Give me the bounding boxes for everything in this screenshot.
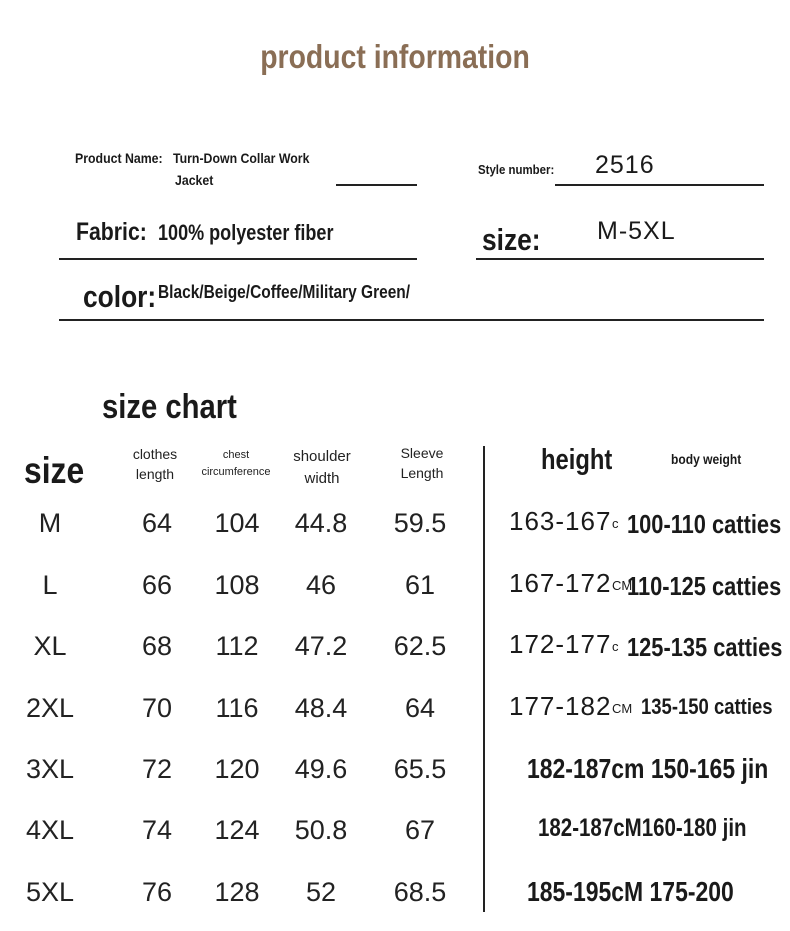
cell-height-unit: CM (612, 701, 633, 716)
cell-height-unit: CM (612, 578, 633, 593)
cell-chest: 108 (214, 570, 260, 600)
cell-size: L (42, 570, 58, 600)
cell-shoulder: 49.6 (294, 754, 348, 784)
cell-shoulder: 52 (305, 877, 337, 907)
header-shoulder-width (282, 446, 362, 490)
table-divider (483, 446, 485, 912)
cell-height: 172-177 (509, 629, 612, 659)
cell-size: 4XL (25, 815, 75, 845)
cell-chest: 104 (214, 508, 260, 538)
cell-shoulder: 44.8 (294, 508, 348, 538)
cell-body-weight: 100-110 catties (627, 509, 782, 539)
cell-chest: 116 (215, 693, 259, 723)
header-shoulder-line2: width (304, 470, 340, 487)
cell-body-weight: 110-125 catties (627, 571, 782, 601)
fabric-value: 100% polyester fiber (158, 220, 334, 245)
cell-height-weight: 182-187cm 150-165 jin (527, 753, 769, 784)
size-label: size: (482, 222, 541, 257)
cell-size: 2XL (25, 693, 75, 723)
header-height: height (541, 444, 613, 476)
cell-height-unit: c (612, 639, 619, 654)
header-sleeve-line1: Sleeve (400, 445, 444, 461)
cell-chest: 124 (214, 815, 260, 845)
header-chest-line2: circumference (201, 466, 271, 478)
cell-length: 72 (141, 754, 173, 784)
cell-body-weight: 135-150 catties (641, 694, 773, 719)
color-value: Black/Beige/Coffee/Military Green/ (158, 282, 411, 302)
style-number-underline (555, 184, 764, 186)
size-underline (476, 258, 764, 260)
color-label: color: (83, 279, 157, 314)
header-chest-circumference (196, 447, 276, 481)
size-chart-title: size chart (102, 388, 237, 426)
cell-sleeve: 62.5 (393, 631, 447, 661)
cell-sleeve: 64 (404, 693, 436, 723)
cell-chest: 120 (214, 754, 260, 784)
header-size: size (24, 450, 85, 491)
style-number-label: Style number: (478, 162, 555, 177)
header-clothes-length-line2: length (135, 466, 175, 482)
cell-height: 167-172 (509, 568, 612, 598)
cell-height-unit: c (612, 516, 619, 531)
fabric-label: Fabric: (76, 218, 147, 246)
cell-body-weight: 125-135 catties (627, 632, 783, 662)
size-value: M-5XL (597, 217, 676, 245)
cell-height-weight: 182-187cM160-180 jin (538, 814, 747, 842)
cell-length: 76 (141, 877, 173, 907)
cell-height: 163-167 (509, 506, 612, 536)
cell-chest: 112 (215, 631, 259, 661)
cell-size: XL (33, 631, 67, 661)
header-shoulder-line1: shoulder (293, 448, 351, 465)
cell-shoulder: 48.4 (294, 693, 348, 723)
cell-length: 70 (141, 693, 173, 723)
header-chest-line1: chest (222, 449, 250, 461)
fabric-underline (59, 258, 417, 260)
cell-size: M (38, 508, 62, 538)
cell-sleeve: 59.5 (393, 508, 447, 538)
cell-sleeve: 65.5 (393, 754, 447, 784)
header-clothes-length-line1: clothes (132, 446, 178, 462)
header-sleeve-line2: Length (400, 465, 444, 481)
cell-height-weight: 185-195cM 175-200 (527, 876, 734, 907)
cell-shoulder: 46 (305, 570, 337, 600)
cell-length: 66 (141, 570, 173, 600)
cell-sleeve: 67 (404, 815, 436, 845)
cell-shoulder: 47.2 (294, 631, 348, 661)
header-sleeve-length (382, 443, 462, 483)
cell-sleeve: 61 (404, 570, 436, 600)
cell-size: 5XL (25, 877, 75, 907)
cell-size: 3XL (25, 754, 75, 784)
product-name-value-line1: Turn-Down Collar Work (173, 150, 310, 166)
page-title: product information (260, 38, 530, 75)
cell-chest: 128 (214, 877, 260, 907)
style-number-value: 2516 (595, 151, 655, 179)
cell-length: 74 (141, 815, 173, 845)
product-name-label: Product Name: (75, 150, 163, 166)
color-underline (59, 319, 764, 321)
cell-height: 177-182 (509, 691, 612, 721)
cell-length: 68 (141, 631, 173, 661)
cell-sleeve: 68.5 (393, 877, 447, 907)
header-clothes-length (115, 444, 195, 484)
cell-length: 64 (141, 508, 173, 538)
cell-shoulder: 50.8 (294, 815, 348, 845)
product-name-value-line2: Jacket (175, 172, 214, 188)
header-body-weight: body weight (671, 451, 742, 467)
product-name-underline (336, 184, 417, 186)
